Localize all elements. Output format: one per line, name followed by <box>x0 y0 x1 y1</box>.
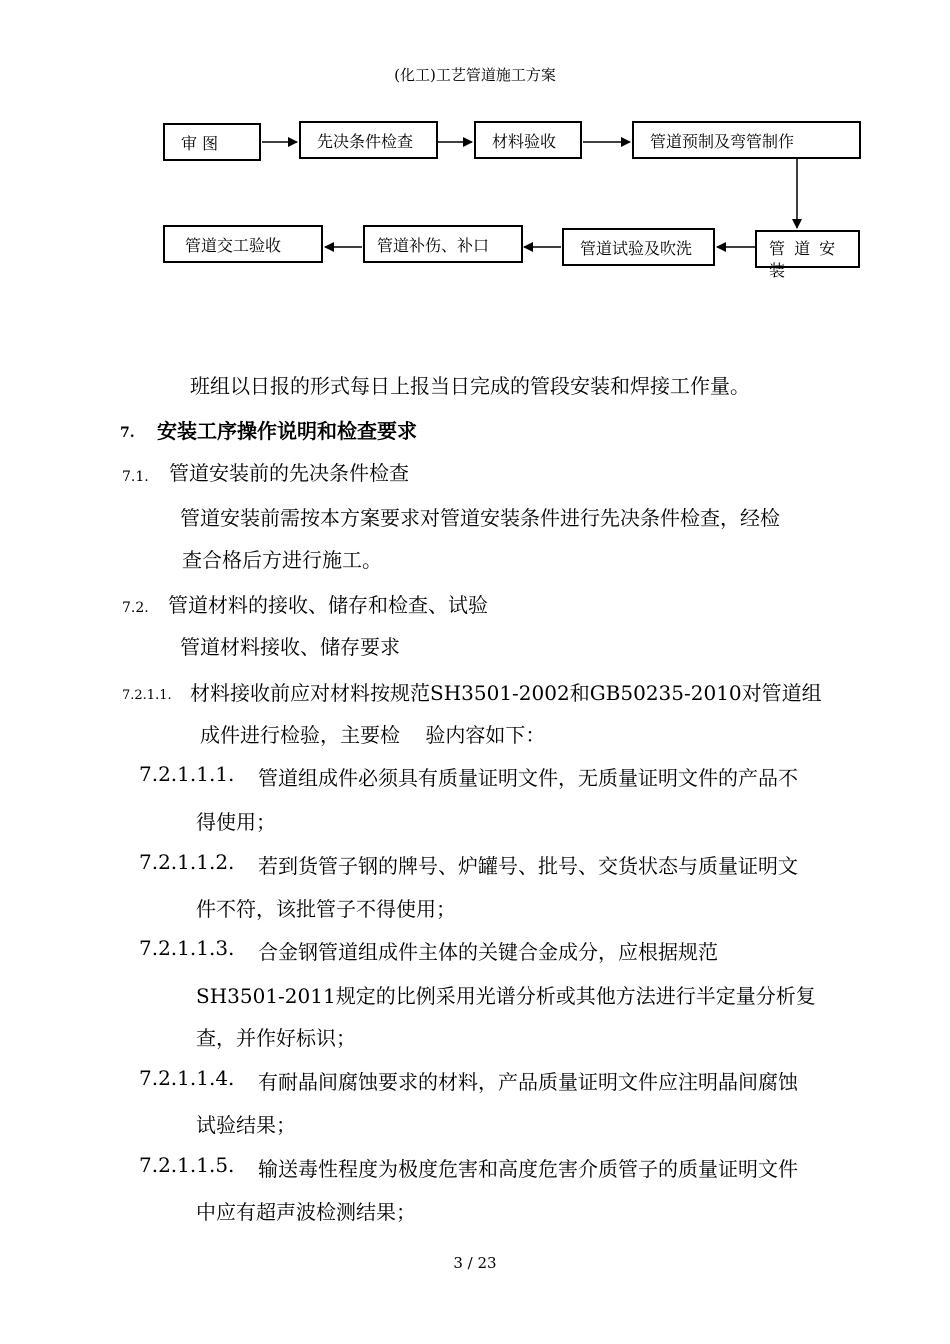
flow-step-test: 管道试验及吹洗 <box>562 228 715 266</box>
item-5-line2: 中应有超声波检测结果； <box>196 1200 416 1224</box>
section-7-2-subtitle: 管道材料接收、储存要求 <box>180 635 400 659</box>
item-2-line2: 件不符，该批管子不得使用； <box>196 897 456 921</box>
flow-step-precondition: 先决条件检查 <box>299 121 438 159</box>
item-3-line1: 合金钢管道组成件主体的关键合金成分，应根据规范 <box>258 940 718 964</box>
flow-step-material-check: 材料验收 <box>474 121 582 159</box>
section-7-2-1-1-line2: 成件进行检验，主要检 验内容如下： <box>200 723 546 747</box>
item-5-number: 7.2.1.1.5. <box>139 1153 235 1177</box>
item-4-line2: 试验结果； <box>196 1113 296 1137</box>
item-3-number: 7.2.1.1.3. <box>139 936 235 960</box>
flow-step-install: 管 道 安 装 <box>755 230 860 268</box>
item-2-line1: 若到货管子钢的牌号、炉罐号、批号、交货状态与质量证明文 <box>258 854 798 878</box>
section-7-title: 安装工序操作说明和检查要求 <box>157 419 417 443</box>
item-1-number: 7.2.1.1.1. <box>139 762 235 786</box>
section-7-1-number: 7.1. <box>122 469 149 485</box>
section-7-2-1-1-number: 7.2.1.1. <box>122 688 172 703</box>
item-4-line1: 有耐晶间腐蚀要求的材料，产品质量证明文件应注明晶间腐蚀 <box>258 1070 798 1094</box>
item-1-line2: 得使用； <box>196 810 276 834</box>
item-5-line1: 输送毒性程度为极度危害和高度危害介质管子的质量证明文件 <box>258 1157 798 1181</box>
section-7-2-number: 7.2. <box>122 600 149 616</box>
section-7-2-1-1-line1: 材料接收前应对材料按规范SH3501-2002和GB50235-2010对管道组 <box>190 681 822 705</box>
section-7-1-text-line1: 管道安装前需按本方案要求对管道安装条件进行先决条件检查，经检 <box>180 506 780 530</box>
flow-step-repair: 管道补伤、补口 <box>363 225 523 263</box>
item-4-number: 7.2.1.1.4. <box>139 1066 235 1090</box>
flow-step-review: 审 图 <box>163 123 261 161</box>
flow-step-prefab: 管道预制及弯管制作 <box>632 121 861 159</box>
section-7-2-title: 管道材料的接收、储存和检查、试验 <box>168 593 488 617</box>
intro-paragraph: 班组以日报的形式每日上报当日完成的管段安装和焊接工作量。 <box>190 374 750 398</box>
item-2-number: 7.2.1.1.2. <box>139 850 235 874</box>
section-7-number: 7. <box>120 425 135 441</box>
section-7-1-title: 管道安装前的先决条件检查 <box>169 461 409 485</box>
item-1-line1: 管道组成件必须具有质量证明文件，无质量证明文件的产品不 <box>258 766 798 790</box>
section-7-1-text-line2: 查合格后方进行施工。 <box>182 548 382 572</box>
page-number: 3 / 23 <box>453 1254 497 1272</box>
flow-step-handover: 管道交工验收 <box>163 225 323 263</box>
page-header: (化工)工艺管道施工方案 <box>394 66 556 84</box>
item-3-line3: 查，并作好标识； <box>196 1026 356 1050</box>
item-3-line2: SH3501-2011规定的比例采用光谱分析或其他方法进行半定量分析复 <box>196 984 816 1008</box>
